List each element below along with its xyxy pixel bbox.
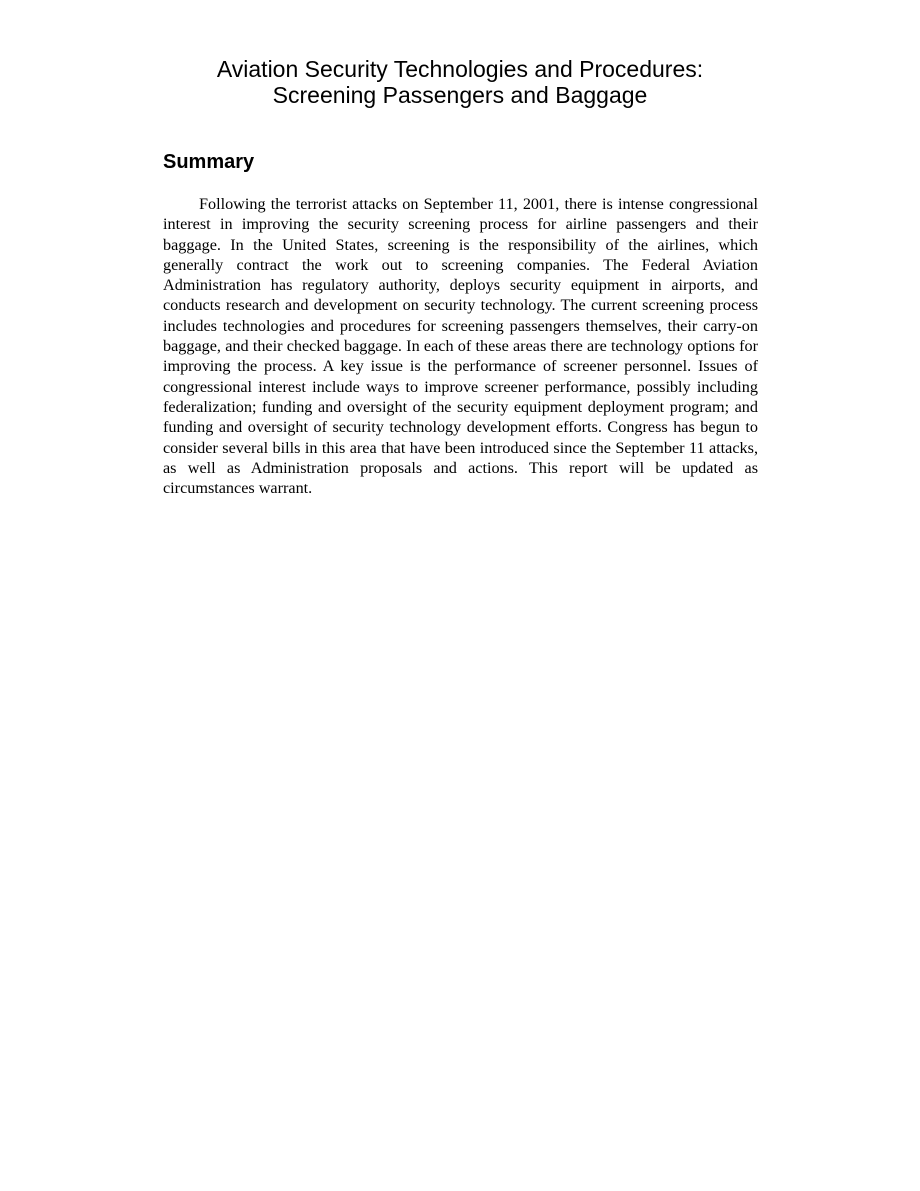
document-title-line-2: Screening Passengers and Baggage [272,82,648,108]
summary-heading: Summary [163,151,255,173]
summary-paragraph: Following the terrorist attacks on September 11, 2001, there is intense congressional interest in improving the security screening process for airline passengers and their baggage. In the United States, screening is the responsibility of the airlines, which generally contract the work out to screening companies. The Federal Aviation Administration has regulatory authority, deploys security equipment in airports, and conducts research and development on security technology. The current screening process includes technologies and procedures for screening passengers themselves, their carry-on baggage, and their checked baggage. In each of these areas there are technology options for improving the process. A key issue is the performance of screener personnel. Issues of congressional interest include ways to improve screener performance, possibly including federalization; funding and oversight of the security equipment deployment program; and funding and oversight of security technology development efforts. Congress has begun to consider several bills in this area that have been introduced since the September 11 attacks, as well as Administration proposals and actions. This report will be updated as circumstances warrant. [163,195,758,498]
document-title-line-1: Aviation Security Technologies and Procedures: [216,56,704,82]
document-title [160,56,760,108]
